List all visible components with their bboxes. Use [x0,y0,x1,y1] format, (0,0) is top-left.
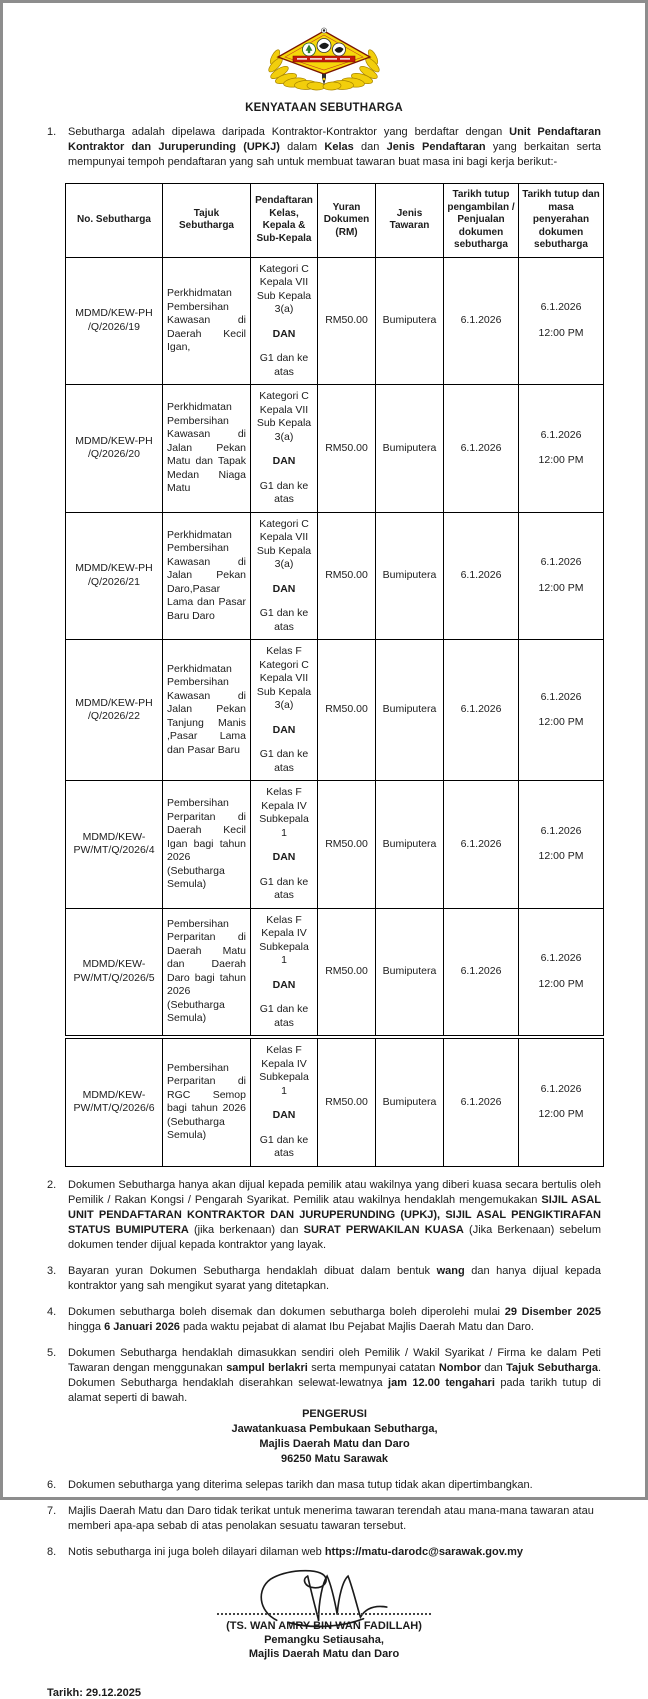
tender-submission-close-cell [519,512,604,640]
emphasized-text: Kelas [324,141,354,153]
tender-type-cell: Bumiputera [376,512,444,640]
registration-class-lines: Kelas F Kepala IV Subkepala 1 [259,786,309,839]
emphasized-text: SURAT PERWAKILAN KUASA [303,1223,464,1236]
text-run: Majlis Daerah Matu dan Daro tidak terikat untuk menerima tawaran terendah atau mana-mana tawaran atau memberi apa-apa sebab di atas penolakan sesuatu tawaran tersebut. [68,1504,594,1532]
registration-class-lines: Kelas F Kategori C Kepala VII Sub Kepala 3(a) [256,645,312,711]
address-line: Majlis Daerah Matu dan Daro [259,1437,410,1450]
text-run: Sebutharga adalah dipelawa daripada Kontraktor-Kontraktor yang berdaftar dengan [68,126,510,138]
registration-grade-lines: G1 dan ke atas [259,875,309,901]
tender-row [66,257,604,385]
text-run: Dokumen sebutharga yang diterima selepas tarikh dan masa tutup tidak akan dipertimbangkan. [68,1478,533,1491]
registration-grade-lines: G1 dan ke atas [259,479,309,505]
registration-and-label: DAN [272,327,296,340]
emphasized-text: 6 Januari 2026 [104,1320,180,1333]
clause-text [68,1545,601,1560]
tender-submission-close-cell [519,908,604,1037]
submission-close-time: 12:00 PM [538,850,584,863]
clause-number: 4. [47,1305,57,1318]
emphasized-text: https://matu-darodc@sarawak.gov.my [324,1545,524,1558]
tender-no-cell: MDMD/KEW-PW/MT/Q/2026/5 [66,908,163,1037]
address-line: 96250 Matu Sarawak [280,1452,388,1465]
clause-number: 5. [47,1346,57,1359]
clause-1 [47,125,601,170]
clause-8 [47,1545,601,1560]
registration-and-label: DAN [272,851,296,863]
emphasized-text: 29 Disember 2025 [504,1305,602,1318]
tender-row [66,908,604,1037]
tender-fee-cell: RM50.00 [318,640,376,781]
registration-class-lines: Kategori C Kepala VII Sub Kepala 3(a) [256,390,312,443]
text-run: (Jika Berkenaan) sebelum dokumen tender dijual kepada kontraktor yang layak. [68,1223,601,1251]
address-line: Jawatankuasa Pembukaan Sebutharga, [231,1422,438,1435]
emphasized-text: sampul berlakri [226,1361,308,1374]
document-date: Tarikh: 29.12.2025 [47,1686,141,1699]
header-yuran-dokumen: Yuran Dokumen (RM) [318,184,376,258]
emphasized-text: jam 12.00 tengahari [388,1376,495,1389]
tender-table-header-row [66,184,604,258]
address-line: PENGERUSI [302,1407,367,1420]
tender-no-cell: MDMD/KEW-PH /Q/2026/21 [66,512,163,640]
clause-text [68,1478,601,1493]
clause-6 [47,1478,601,1493]
tender-title-cell: Perkhidmatan Pembersihan Kawasan di Jalan Pekan Tanjung Manis ,Pasar Lama dan Pasar Baru [163,640,251,781]
tender-sale-close-date-cell: 6.1.2026 [444,781,519,909]
tender-type-cell: Bumiputera [376,385,444,513]
header-logo-row [47,27,601,93]
tender-title-cell: Pembersihan Perparitan di Daerah Matu dan Daerah Daro bagi tahun 2026 (Sebutharga Semula) [163,908,251,1037]
tender-fee-cell: RM50.00 [318,257,376,385]
tender-registration-cell [251,512,318,640]
registration-class-lines: Kategori C Kepala VII Sub Kepala 3(a) [256,517,312,570]
tender-row [66,781,604,909]
tender-fee-cell: RM50.00 [318,908,376,1037]
tender-type-cell: Bumiputera [376,257,444,385]
emphasized-text: Nombor [438,1361,481,1374]
tender-sale-close-date-cell: 6.1.2026 [444,385,519,513]
registration-grade-lines: G1 dan ke atas [259,352,309,378]
text-run: dan hanya dijual kepada kontraktor yang sah mengikut syarat yang ditetapkan. [68,1264,601,1292]
tender-title-cell: Perkhidmatan Pembersihan Kawasan di Jalan Pekan Daro,Pasar Lama dan Pasar Baru Daro [163,512,251,640]
submission-close-date: 6.1.2026 [540,301,582,314]
signatory-organisation: Majlis Daerah Matu dan Daro [248,1647,400,1660]
text-run: Notis sebutharga ini juga boleh dilayari dilaman web [68,1545,325,1558]
submission-close-date: 6.1.2026 [540,952,582,965]
tender-registration-cell [251,640,318,781]
text-run: dalam [279,141,325,153]
submission-close-time: 12:00 PM [538,454,584,467]
registration-grade-lines: G1 dan ke atas [259,607,309,633]
tender-row [66,1037,604,1166]
clause-text [68,1178,601,1253]
clause-4 [47,1305,601,1335]
tender-no-cell: MDMD/KEW-PW/MT/Q/2026/4 [66,781,163,909]
tender-submission-close-cell [519,257,604,385]
tender-registration-cell [251,257,318,385]
tender-submission-close-cell [519,781,604,909]
tender-fee-cell: RM50.00 [318,385,376,513]
council-crest-icon [262,27,386,93]
clause-text [68,1305,601,1335]
submission-close-date: 6.1.2026 [540,690,582,703]
header-no-sebutharga: No. Sebutharga [66,184,163,258]
tender-registration-cell [251,385,318,513]
tender-fee-cell: RM50.00 [318,1037,376,1166]
notes-list [47,1178,601,1560]
emphasized-text: Unit Pendaftaran Kontraktor dan Juruperunding (UPKJ) [68,126,602,153]
tender-table [65,183,604,1167]
submission-close-time: 12:00 PM [538,716,584,728]
tender-no-cell: MDMD/KEW-PH /Q/2026/22 [66,640,163,781]
tender-row [66,640,604,781]
tender-type-cell: Bumiputera [376,640,444,781]
registration-and-label: DAN [272,723,296,736]
tender-fee-cell: RM50.00 [318,512,376,640]
clause-7 [47,1504,601,1534]
tender-title-cell: Perkhidmatan Pembersihan Kawasan di Daerah Kecil Igan, [163,257,251,385]
registration-grade-lines: G1 dan ke atas [259,1003,309,1029]
submission-close-time: 12:00 PM [538,326,584,339]
clause-3 [47,1264,601,1294]
signatory-name: (TS. WAN AMRY BIN WAN FADILLAH) [226,1619,422,1632]
text-run: serta mempunyai catatan [307,1361,439,1374]
text-run: Dokumen sebutharga boleh disemak dan dokumen sebutharga boleh diperolehi mulai [68,1305,505,1318]
tender-submission-close-cell [519,640,604,781]
tender-registration-cell [251,781,318,909]
clause-number: 3. [47,1264,57,1277]
registration-and-label: DAN [272,978,296,991]
tender-type-cell: Bumiputera [376,1037,444,1166]
emphasized-text: Jenis Pendaftaran [386,141,486,153]
tender-title-cell: Perkhidmatan Pembersihan Kawasan di Jalan Pekan Matu dan Tapak Medan Niaga Matu [163,385,251,513]
text-run: Bayaran yuran Dokumen Sebutharga hendaklah dibuat dalam bentuk [68,1264,437,1277]
clause-number: 7. [47,1504,57,1517]
registration-grade-lines: G1 dan ke atas [259,748,309,774]
tender-fee-cell: RM50.00 [318,781,376,909]
tender-registration-cell [251,1037,318,1166]
registration-class-lines: Kategori C Kepala VII Sub Kepala 3(a) [256,262,312,315]
clause-number: 1. [47,126,57,138]
signature-dotted-line [217,1613,431,1615]
clause-2 [47,1178,601,1253]
registration-and-label: DAN [272,1109,296,1121]
tender-sale-close-date-cell: 6.1.2026 [444,640,519,781]
text-run: hingga [68,1320,105,1333]
tender-submission-close-cell [519,385,604,513]
text-run: (jika berkenaan) dan [188,1223,304,1236]
submission-address-block [68,1407,601,1467]
header-jenis-tawaran: Jenis Tawaran [376,184,444,258]
registration-grade-lines: G1 dan ke atas [259,1133,309,1159]
signature-block [47,1566,601,1661]
clause-text [68,1264,601,1294]
clause-number: 2. [47,1178,57,1191]
tender-sale-close-date-cell: 6.1.2026 [444,1037,519,1166]
header-tarikh-tutup-penyerahan: Tarikh tutup dan masa penyerahan dokumen sebutharga [519,184,604,258]
tender-no-cell: MDMD/KEW-PH /Q/2026/19 [66,257,163,385]
tender-title-cell: Pembersihan Perparitan di Daerah Kecil Igan bagi tahun 2026 (Sebutharga Semula) [163,781,251,909]
clause-text [68,1346,601,1467]
tender-submission-close-cell [519,1037,604,1166]
signatory-title: Pemangku Setiausaha, [264,1633,384,1646]
text-run: yang berkaitan serta mempunyai tempoh pendaftaran yang sah untuk membuat tawaran buat masa ini bagi kerja berikut:- [68,141,602,168]
document-title: KENYATAAN SEBUTHARGA [245,102,403,114]
text-run: dan [480,1361,507,1374]
registration-class-lines: Kelas F Kepala IV Subkepala 1 [259,913,309,966]
tender-registration-cell [251,908,318,1037]
submission-close-date: 6.1.2026 [540,428,582,441]
clause-number: 8. [47,1545,57,1558]
clause-text [68,125,601,170]
submission-close-date: 6.1.2026 [540,556,582,569]
tender-no-cell: MDMD/KEW-PW/MT/Q/2026/6 [66,1037,163,1166]
header-tarikh-tutup-penjualan: Tarikh tutup pengambilan / Penjualan dokumen sebutharga [444,184,519,258]
header-tajuk-sebutharga: Tajuk Sebutharga [163,184,251,258]
tender-sale-close-date-cell: 6.1.2026 [444,257,519,385]
tender-sale-close-date-cell: 6.1.2026 [444,908,519,1037]
tender-type-cell: Bumiputera [376,781,444,909]
tender-row [66,385,604,513]
emphasized-text: SIJIL ASAL UNIT PENDAFTARAN KONTRAKTOR DAN JURUPERUNDING (UPKJ), SIJIL ASAL PENGIKTIRAFAN STATUS BUMIPUTERA [68,1193,601,1236]
clause-number: 6. [47,1478,57,1491]
registration-and-label: DAN [272,455,296,467]
emphasized-text: wang [436,1264,465,1277]
text-run: dan [353,141,387,153]
submission-close-time: 12:00 PM [538,977,584,990]
text-run: pada waktu pejabat di alamat Ibu Pejabat Majlis Daerah Matu dan Daro. [179,1320,534,1333]
registration-class-lines: Kelas F Kepala IV Subkepala 1 [259,1044,309,1097]
text-run: pada tarikh tutup di alamat seperti di bawah. [68,1376,601,1404]
tender-row [66,512,604,640]
emphasized-text: Tajuk Sebutharga [506,1361,598,1374]
submission-close-time: 12:00 PM [538,1108,584,1121]
text-run: Dokumen Sebutharga hanya akan dijual kepada pemilik atau wakilnya yang diberi kuasa secara bertulis oleh Pemilik / Rakan Kongsi / Pengarah Syarikat. Pemilik atau wakilnya hendaklah mengemukakan [68,1178,601,1206]
submission-close-date: 6.1.2026 [540,824,582,837]
clause-5 [47,1346,601,1467]
registration-and-label: DAN [272,582,296,595]
text-run: Dokumen Sebutharga hendaklah dimasukkan sendiri oleh Pemilik / Wakil Syarikat / Firma ke dalam Peti Tawaran dengan menggunakan [68,1346,601,1374]
submission-close-time: 12:00 PM [538,581,584,594]
text-run: . Dokumen Sebutharga hendaklah diserahkan selewat-lewatnya [68,1361,602,1389]
tender-title-cell: Pembersihan Perparitan di RGC Semop bagi tahun 2026 (Sebutharga Semula) [163,1037,251,1166]
clause-text [68,1504,601,1534]
submission-close-date: 6.1.2026 [540,1082,582,1095]
header-pendaftaran-kelas: Pendaftaran Kelas, Kepala & Sub-Kepala [251,184,318,258]
tender-type-cell: Bumiputera [376,908,444,1037]
tender-sale-close-date-cell: 6.1.2026 [444,512,519,640]
tender-no-cell: MDMD/KEW-PH /Q/2026/20 [66,385,163,513]
